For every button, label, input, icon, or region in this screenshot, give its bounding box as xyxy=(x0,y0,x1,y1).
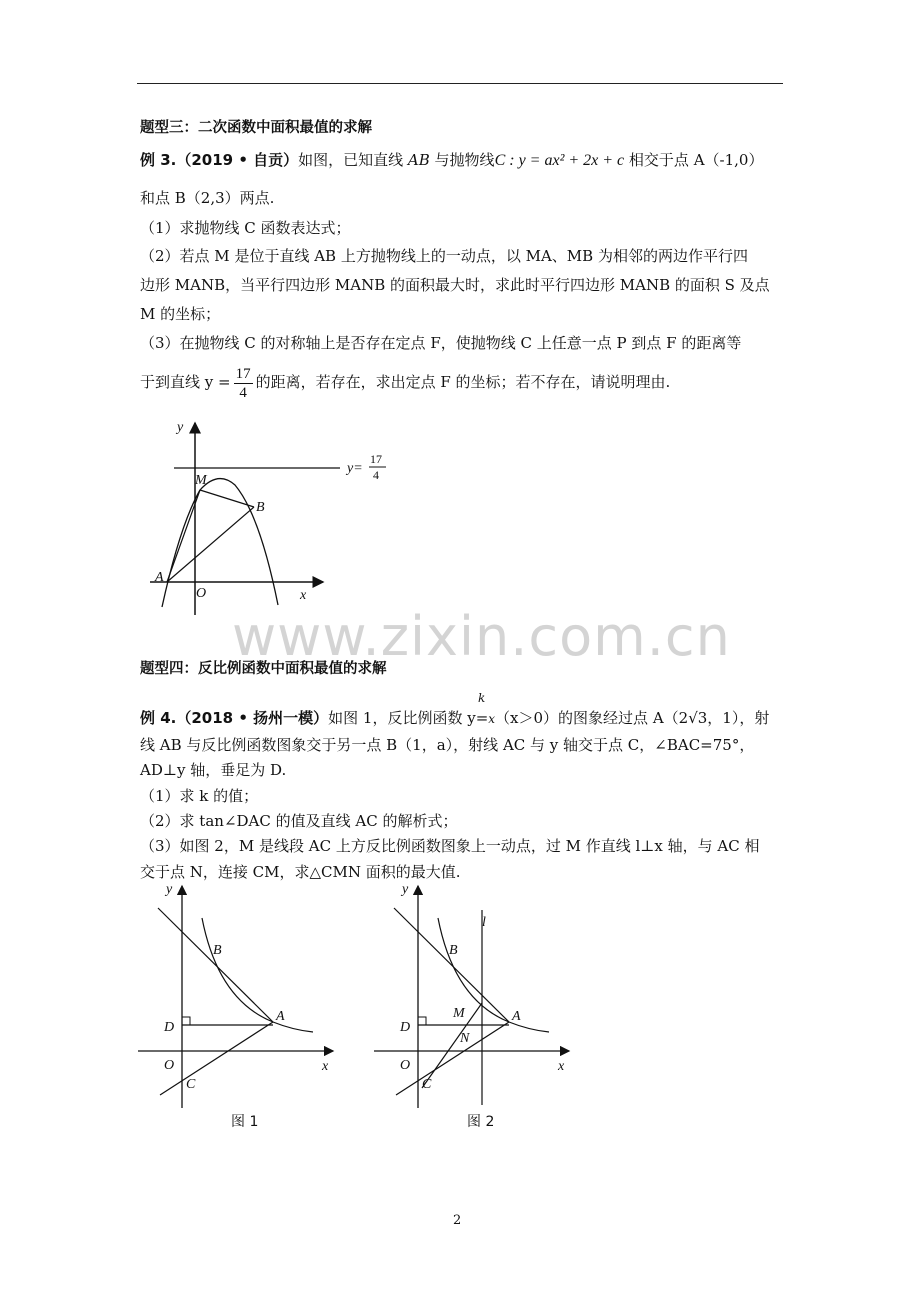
example-3-label: 例 3.（2019 • 自贡） xyxy=(140,151,299,169)
question-4-3-line-1: （3）如图 2，M 是线段 AC 上方反比例函数图象上一动点，过 M 作直线 l⊥x 轴，与 AC 相 xyxy=(140,837,760,855)
question-4-2: （2）求 tan∠DAC 的值及直线 AC 的解析式； xyxy=(140,812,458,830)
fig2-right-angle xyxy=(418,1017,426,1025)
header-rule xyxy=(137,83,783,84)
fig1-label-o: O xyxy=(164,1058,175,1073)
fig2-label-y: y xyxy=(402,882,409,897)
example-3-line-2: 和点 B（2,3）两点. xyxy=(140,189,275,207)
question-4-1: （1）求 k 的值； xyxy=(140,787,259,805)
example-3-line-1 xyxy=(140,150,763,171)
example-3-text-a: 如图，已知直线 xyxy=(298,151,408,169)
section-heading-3: 题型三：二次函数中面积最值的求解 xyxy=(140,120,372,136)
fig2-label-m: M xyxy=(453,1006,465,1021)
fraction-numerator: 17 xyxy=(235,365,251,382)
fig2-label-b: B xyxy=(449,943,458,958)
fig1-label-a: A xyxy=(276,1009,285,1024)
example-3-text-b: 与抛物线 xyxy=(429,151,495,169)
fig1-label-b: B xyxy=(213,943,222,958)
fig3-label-a: A xyxy=(155,570,164,585)
example-4-line-1 xyxy=(140,708,769,729)
fig2-label-n: N xyxy=(460,1031,470,1046)
figure-2 xyxy=(374,880,579,1110)
question-3-3-text-a: 于到直线 y = xyxy=(140,373,231,391)
fig1-label-y: y xyxy=(166,882,173,897)
watermark: www.zixin.com.cn xyxy=(232,605,731,668)
example-3-text-c: 相交于点 A（-1,0） xyxy=(624,151,764,169)
question-3-2-line-1: （2）若点 M 是位于直线 AB 上方抛物线上的一动点，以 MA、MB 为相邻的两边作平行四 xyxy=(140,247,748,265)
fig1-hyperbola xyxy=(202,918,313,1032)
parabola-curve xyxy=(162,479,278,607)
page-number: 2 xyxy=(453,1213,462,1228)
question-4-3-line-2: 交于点 N，连接 CM，求△CMN 面积的最大值. xyxy=(140,863,461,881)
fig1-ray-ac xyxy=(160,1022,273,1095)
example-4-label: 例 4.（2018 • 扬州一模） xyxy=(140,709,329,727)
question-3-3-text-b: 的距离，若存在，求出定点 F 的坐标；若不存在，请说明理由. xyxy=(255,373,671,391)
fig2-ray-ac xyxy=(396,1022,509,1095)
example-4-text-b: （x＞0）的图象经过点 A（2√3，1），射 xyxy=(495,709,770,727)
fig1-right-angle xyxy=(182,1017,190,1025)
example-4-line-3: AD⊥y 轴，垂足为 D. xyxy=(140,761,287,779)
fig3-line-label: y= xyxy=(347,461,363,476)
question-3-3-line-1: （3）在抛物线 C 的对称轴上是否存在定点 F，使抛物线 C 上任意一点 P 到点 F 的距离等 xyxy=(140,334,742,352)
fig1-ray-ab xyxy=(158,908,273,1022)
x-denominator: x xyxy=(488,712,496,726)
k-numerator: k xyxy=(478,691,486,705)
section-heading-4: 题型四：反比例函数中面积最值的求解 xyxy=(140,661,387,677)
fig3-label-m: M xyxy=(195,473,207,488)
figure-2-caption: 图 2 xyxy=(467,1114,495,1130)
fig2-label-x: x xyxy=(558,1059,565,1074)
segment-mb xyxy=(200,490,254,507)
fig1-label-c: C xyxy=(186,1077,196,1092)
example-4-text-a: 如图 1，反比例函数 y= xyxy=(328,709,489,727)
fig2-label-l: l xyxy=(482,915,486,930)
question-3-2-line-3: M 的坐标； xyxy=(140,305,221,323)
parabola-formula: C : y = ax² + 2x + c xyxy=(494,152,625,169)
fig1-label-d: D xyxy=(164,1020,175,1035)
figure-1-caption: 图 1 xyxy=(231,1114,259,1130)
fig3-frac-den: 4 xyxy=(373,468,379,482)
fig3-label-x: x xyxy=(300,588,307,603)
fig2-label-a: A xyxy=(512,1009,521,1024)
k-fraction-top xyxy=(478,688,485,708)
example-4-line-2: 线 AB 与反比例函数图象交于另一点 B（1，a），射线 AC 与 y 轴交于点 C，∠BAC=75°， xyxy=(140,736,755,754)
question-3-1: （1）求抛物线 C 函数表达式； xyxy=(140,219,351,237)
fig3-label-o: O xyxy=(196,586,207,601)
figure-1 xyxy=(138,880,343,1110)
fig2-label-o: O xyxy=(400,1058,411,1073)
fig3-label-b: B xyxy=(256,500,265,515)
question-3-3-line-2 xyxy=(140,362,670,402)
fraction-17-4 xyxy=(234,365,253,402)
fig1-label-x: x xyxy=(322,1059,329,1074)
fig3-label-y: y xyxy=(177,420,184,435)
parabola-figure xyxy=(140,415,400,615)
example-3-ab: AB xyxy=(407,151,430,169)
fig3-frac-num: 17 xyxy=(370,452,382,466)
fig2-ray-ab xyxy=(394,908,509,1022)
fig2-label-c: C xyxy=(422,1077,432,1092)
question-3-2-line-2: 边形 MANB，当平行四边形 MANB 的面积最大时，求此时平行四边形 MANB 的面积 S 及点 xyxy=(140,276,770,294)
fraction-denominator: 4 xyxy=(239,384,247,401)
fig2-label-d: D xyxy=(400,1020,411,1035)
